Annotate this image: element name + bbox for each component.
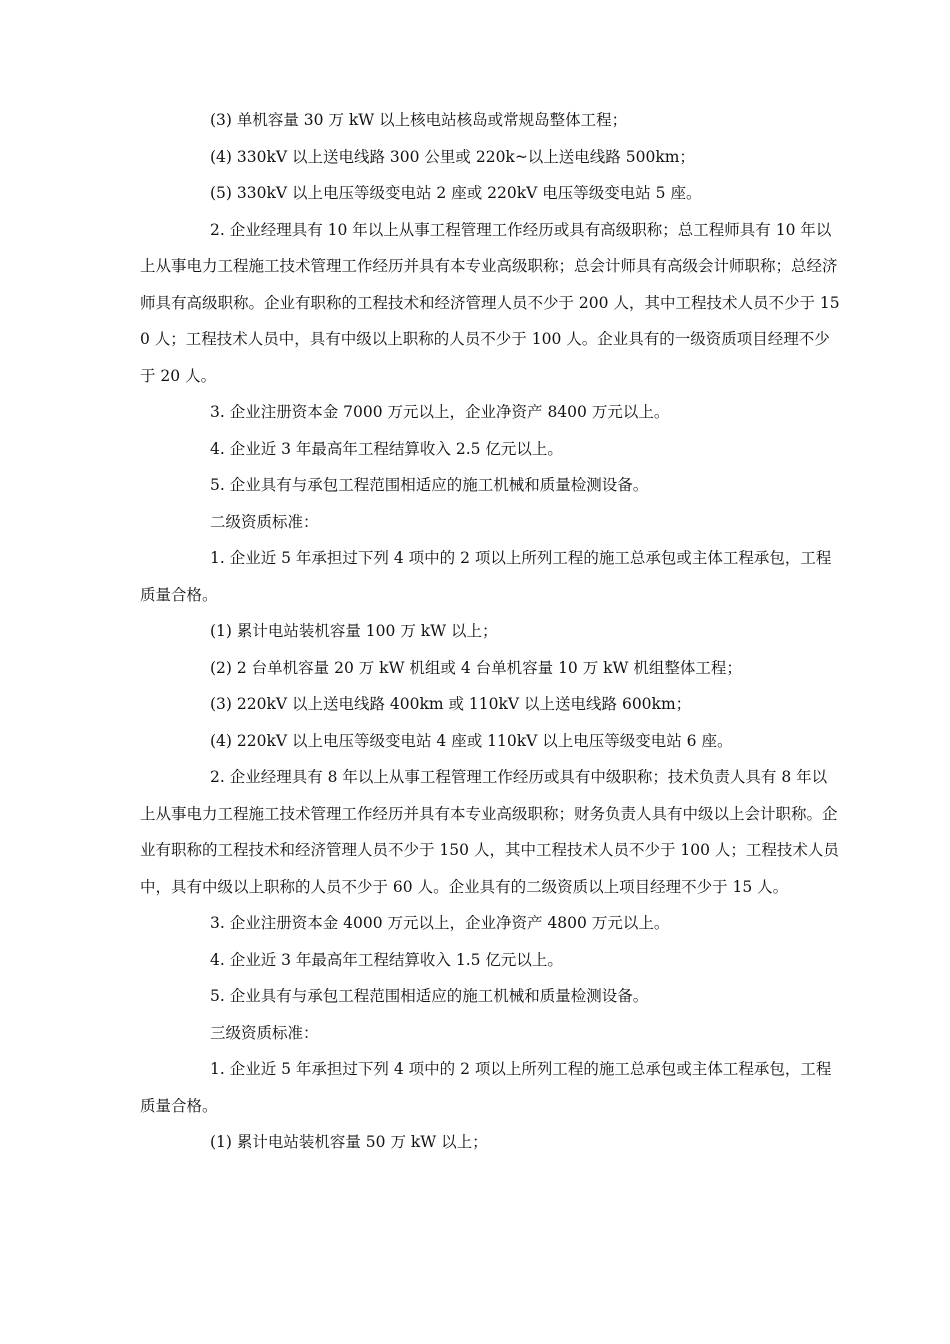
section-heading: 三级资质标准：	[210, 1023, 319, 1042]
paragraph: 5. 企业具有与承包工程范围相适应的施工机械和质量检测设备。	[210, 987, 649, 1005]
section-heading: 二级资质标准：	[210, 512, 319, 531]
paragraph: 5. 企业具有与承包工程范围相适应的施工机械和质量检测设备。	[210, 476, 649, 494]
paragraph: (4) 330kV 以上送电线路 300 公里或 220k~以上送电线路 500km；	[210, 147, 695, 166]
paragraph: (4) 220kV 以上电压等级变电站 4 座或 110kV 以上电压等级变电站 6 座。	[210, 731, 733, 750]
document-body	[140, 102, 840, 1161]
paragraph: 2. 企业经理具有 10 年以上从事工程管理工作经历或具有高级职称；总工程师具有 10 年以上从事电力工程施工技术管理工作经历并具有本专业高级职称；总会计师具有高级会计师职称；总经济师具有高级职称。企业有职称的工程技术和经济管理人员不少于 200 人，其中工程技术人员不少于 150 人；工程技术人员中，具有中级以上职称的人员不少于 100 人。企业具有的一级资质项目经理不少于 20 人。	[140, 220, 840, 385]
paragraph: 3. 企业注册资本金 4000 万元以上，企业净资产 4800 万元以上。	[210, 914, 670, 932]
paragraph: 4. 企业近 3 年最高年工程结算收入 2.5 亿元以上。	[210, 439, 563, 458]
paragraph: (1) 累计电站装机容量 50 万 kW 以上；	[210, 1133, 488, 1151]
paragraph: (5) 330kV 以上电压等级变电站 2 座或 220kV 电压等级变电站 5 座。	[210, 184, 702, 202]
paragraph: 2. 企业经理具有 8 年以上从事工程管理工作经历或具有中级职称；技术负责人具有 8 年以上从事电力工程施工技术管理工作经历并具有本专业高级职称；财务负责人具有中级以上会计职称。企业有职称的工程技术和经济管理人员不少于 150 人，其中工程技术人员不少于 100 人；工程技术人员中，具有中级以上职称的人员不少于 60 人。企业具有的二级资质以上项目经理不少于 15 人。	[140, 768, 839, 896]
paragraph: (3) 220kV 以上送电线路 400km 或 110kV 以上送电线路 600km；	[210, 695, 692, 713]
paragraph: 3. 企业注册资本金 7000 万元以上，企业净资产 8400 万元以上。	[210, 403, 670, 421]
paragraph: (3) 单机容量 30 万 kW 以上核电站核岛或常规岛整体工程；	[210, 111, 628, 129]
paragraph: (2) 2 台单机容量 20 万 kW 机组或 4 台单机容量 10 万 kW 机组整体工程；	[210, 658, 742, 677]
paragraph: 1. 企业近 5 年承担过下列 4 项中的 2 项以上所列工程的施工总承包或主体工程承包，工程质量合格。	[140, 549, 832, 604]
paragraph: 4. 企业近 3 年最高年工程结算收入 1.5 亿元以上。	[210, 950, 563, 969]
paragraph: (1) 累计电站装机容量 100 万 kW 以上；	[210, 622, 498, 640]
paragraph: 1. 企业近 5 年承担过下列 4 项中的 2 项以上所列工程的施工总承包或主体工程承包，工程质量合格。	[140, 1060, 832, 1115]
